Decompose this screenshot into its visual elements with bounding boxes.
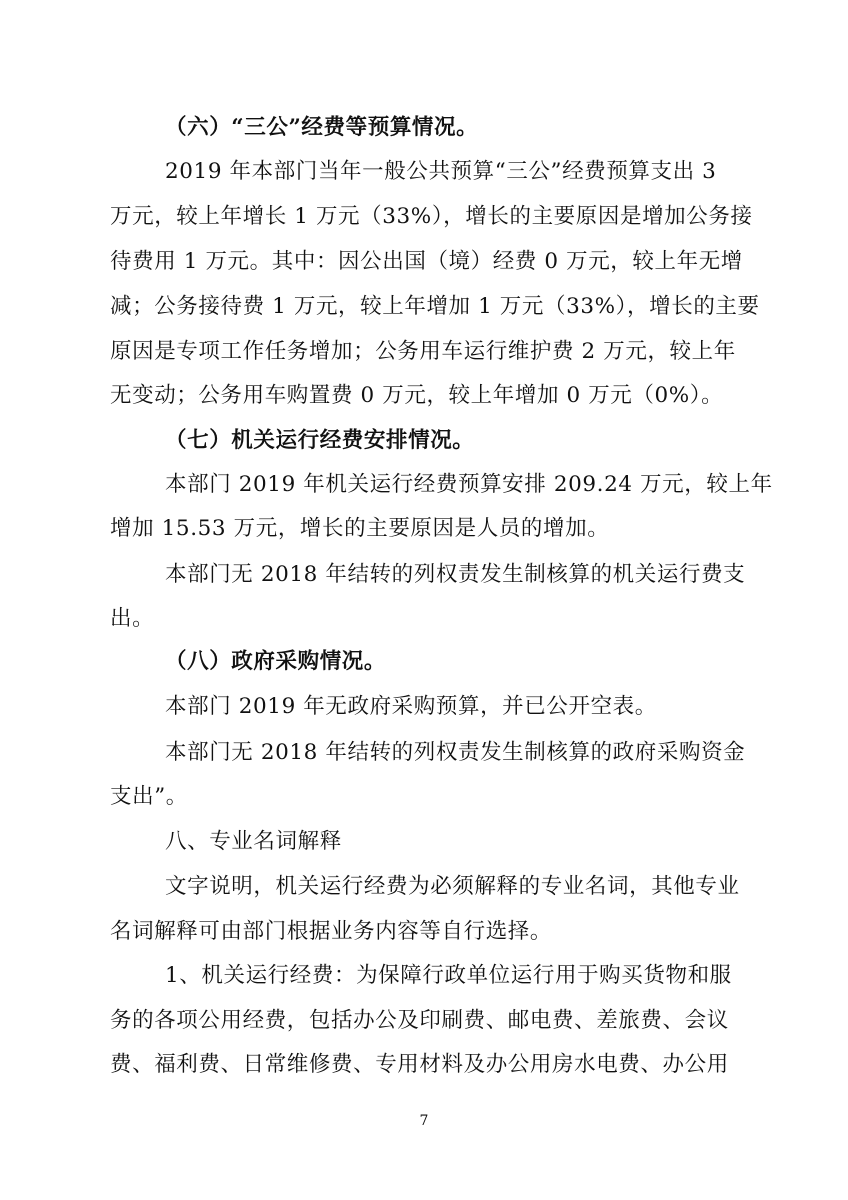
paragraph-line: 本部门 2019 年无政府采购预算，并已公开空表。 bbox=[165, 694, 657, 719]
paragraph-line: 2019 年本部门当年一般公共预算“三公”经费预算支出 3 bbox=[165, 159, 717, 184]
paragraph-line: 本部门无 2018 年结转的列权责发生制核算的机关运行费支 bbox=[165, 562, 746, 587]
heading-seven: （七）机关运行经费安排情况。 bbox=[165, 428, 475, 453]
heading-eight: （八）政府采购情况。 bbox=[165, 649, 387, 674]
section-heading: 八、专业名词解释 bbox=[165, 829, 342, 854]
paragraph-line: 减；公务接待费 1 万元，较上年增加 1 万元（33%），增长的主要 bbox=[110, 294, 760, 319]
page-number: 7 bbox=[419, 1113, 429, 1129]
paragraph-line: 文字说明，机关运行经费为必须解释的专业名词，其他专业 bbox=[165, 874, 740, 899]
paragraph-line: 务的各项公用经费，包括办公及印刷费、邮电费、差旅费、会议 bbox=[110, 1008, 729, 1033]
paragraph-line: 名词解释可由部门根据业务内容等自行选择。 bbox=[110, 919, 553, 944]
paragraph-line: 原因是专项工作任务增加；公务用车运行维护费 2 万元，较上年 bbox=[110, 339, 736, 364]
paragraph-line: 增加 15.53 万元，增长的主要原因是人员的增加。 bbox=[110, 516, 610, 541]
paragraph-line: 待费用 1 万元。其中：因公出国（境）经费 0 万元，较上年无增 bbox=[110, 249, 743, 274]
paragraph-line: 支出”。 bbox=[110, 784, 188, 809]
paragraph-line: 1、机关运行经费：为保障行政单位运行用于购买货物和服 bbox=[165, 963, 732, 988]
paragraph-line: 费、福利费、日常维修费、专用材料及办公用房水电费、办公用 bbox=[110, 1052, 729, 1077]
paragraph-line: 万元，较上年增长 1 万元（33%），增长的主要原因是增加公务接 bbox=[110, 204, 753, 229]
heading-six: （六）“三公”经费等预算情况。 bbox=[165, 115, 479, 140]
paragraph-line: 出。 bbox=[110, 606, 155, 631]
paragraph-line: 本部门无 2018 年结转的列权责发生制核算的政府采购资金 bbox=[165, 740, 746, 765]
paragraph-line: 无变动；公务用车购置费 0 万元，较上年增加 0 万元（0%）。 bbox=[110, 383, 724, 408]
paragraph-line: 本部门 2019 年机关运行经费预算安排 209.24 万元，较上年 bbox=[165, 472, 773, 497]
